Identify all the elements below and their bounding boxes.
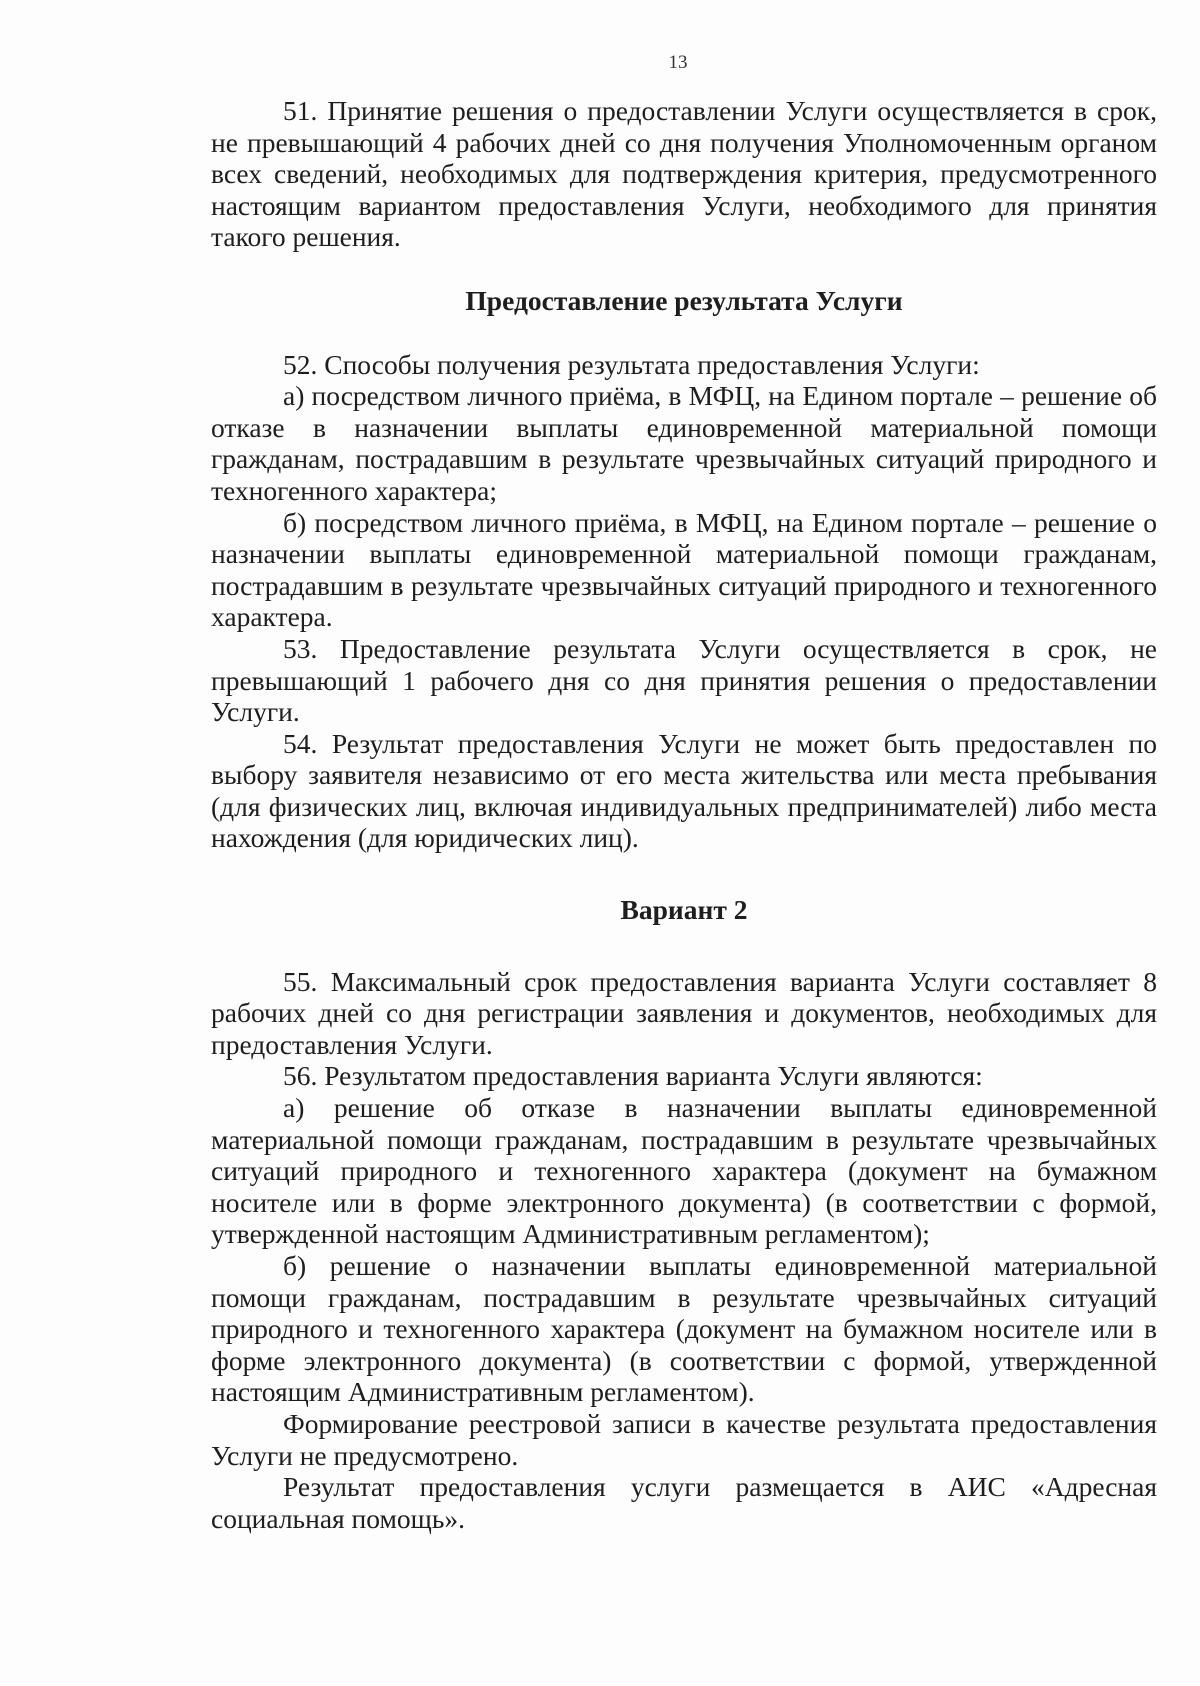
paragraph-56-a: а) решение об отказе в назначении выплаты единовременной материальной помощи гражданам, пострадавшим в результате чрезвычайных ситуаций природного и техногенного характера (документ на бумажном носителе или в форме электронного документа) (в соответствии с формой, утвержденной настоящим Административным регламентом);	[211, 1092, 1157, 1250]
paragraph-55: 55. Максимальный срок предоставления варианта Услуги составляет 8 рабочих дней со дня регистрации заявления и документов, необходимых для предоставления Услуги.	[211, 965, 1157, 1060]
paragraph-registry-record: Формирование реестровой записи в качестве результата предоставления Услуги не предусмотрено.	[211, 1407, 1157, 1471]
paragraph-52: 52. Способы получения результата предоставления Услуги:	[283, 348, 980, 380]
paragraph-53: 53. Предоставление результата Услуги осуществляется в срок, не превышающий 1 рабочего дня со дня принятия решения о предоставлении Услуги.	[211, 632, 1157, 728]
paragraph-ais-placement: Результат предоставления услуги размещается в АИС «Адресная социальная помощь».	[211, 1471, 1157, 1534]
page-number: 13	[668, 52, 688, 73]
paragraph-56-b: б) решение о назначении выплаты единовременной материальной помощи гражданам, пострадавшим в результате чрезвычайных ситуаций природного и техногенного характера (документ на бумажном носителе или в форме электронного документа) (в соответствии с формой, утвержденной настоящим Административным регламентом).	[211, 1250, 1157, 1408]
document-body	[211, 95, 1157, 1534]
section-heading-variant: Вариант 2	[620, 894, 748, 926]
paragraph-52-b: б) посредством личного приёма, в МФЦ, на Едином портале – решение о назначении выплаты единовременной материальной помощи гражданам, пострадавшим в результате чрезвычайных ситуаций природного и техногенного характера.	[211, 506, 1157, 633]
paragraph-52-a: а) посредством личного приёма, в МФЦ, на Едином портале – решение об отказе в назначении выплаты единовременной материальной помощи гражданам, пострадавшим в результате чрезвычайных ситуаций природного и техногенного характера;	[211, 380, 1157, 506]
paragraph-51: 51. Принятие решения о предоставлении Услуги осуществляется в срок, не превышающий 4 рабочих дней со дня получения Уполномоченным органом всех сведений, необходимых для подтверждения критерия, предусмотренного настоящим вариантом предоставления Услуги, необходимого для принятия такого решения.	[211, 95, 1157, 253]
section-heading-result: Предоставление результата Услуги	[465, 284, 903, 316]
paragraph-56: 56. Результатом предоставления варианта Услуги являются:	[283, 1060, 983, 1092]
paragraph-54: 54. Результат предоставления Услуги не может быть предоставлен по выбору заявителя независимо от его места жительства или места пребывания (для физических лиц, включая индивидуальных предпринимателей) либо места нахождения (для юридических лиц).	[211, 727, 1157, 854]
